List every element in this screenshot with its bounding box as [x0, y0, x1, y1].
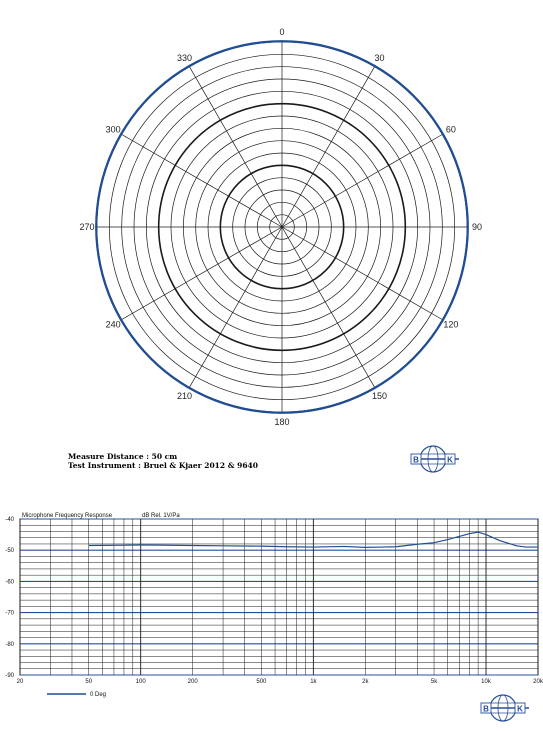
legend-label: 0 Deg [90, 692, 107, 698]
y-tick-label: -70 [5, 610, 14, 617]
frequency-response-chart [5, 513, 543, 698]
test-instrument-text: Test Instrument : Bruel & Kjaer 2012 & 9640 [68, 461, 258, 470]
polar-spoke [282, 227, 442, 320]
polar-angle-label: 0 [279, 27, 285, 37]
x-tick-label: 500 [256, 679, 267, 685]
y-tick-label: -90 [5, 673, 14, 679]
unit-label: dB Rel. 1V/Pa [142, 513, 180, 519]
chart-title: Microphone Frequency Response [22, 513, 113, 519]
polar-angle-label: 330 [176, 53, 193, 64]
polar-spoke [282, 67, 375, 227]
x-tick-label: 5k [430, 679, 438, 685]
y-tick-label: -80 [5, 641, 14, 648]
x-tick-label: 200 [187, 679, 198, 685]
polar-angle-label: 150 [371, 390, 388, 401]
logo-letter-b: B [413, 455, 419, 465]
y-tick-label: -60 [5, 579, 14, 586]
polar-angle-label: 120 [443, 319, 459, 330]
polar-spoke [282, 135, 442, 228]
y-tick-label: -40 [5, 517, 14, 523]
polar-angle-label: 270 [79, 222, 95, 232]
polar-angle-label: 30 [374, 53, 385, 64]
x-tick-label: 20 [16, 679, 24, 685]
bk-logo-icon [411, 446, 459, 472]
polar-spoke [122, 135, 282, 228]
x-tick-label: 20k [533, 679, 543, 685]
x-tick-label: 50 [85, 679, 93, 685]
polar-angle-label: 210 [176, 390, 193, 401]
polar-spoke [190, 67, 283, 227]
measure-distance-text: Measure Distance : 50 cm [68, 452, 178, 461]
polar-angle-label: 300 [105, 124, 121, 135]
polar-angle-label: 240 [105, 319, 121, 330]
y-tick-label: -50 [5, 548, 14, 555]
logo-letter-k: K [517, 704, 523, 714]
logo-letter-b: B [483, 704, 489, 714]
logo-letter-k: K [447, 455, 453, 465]
polar-spoke [282, 227, 375, 387]
plot-frame [20, 519, 538, 675]
polar-spoke [122, 227, 282, 320]
x-tick-label: 1k [310, 679, 317, 685]
polar-angle-label: 60 [445, 124, 456, 135]
polar-plot [79, 27, 482, 427]
x-tick-label: 2k [362, 679, 369, 685]
bk-logo-icon [481, 695, 529, 721]
x-tick-label: 100 [135, 679, 146, 685]
polar-spoke [190, 227, 283, 387]
polar-angle-label: 180 [274, 417, 290, 427]
polar-angle-label: 90 [471, 222, 483, 232]
x-tick-label: 10k [481, 679, 491, 685]
